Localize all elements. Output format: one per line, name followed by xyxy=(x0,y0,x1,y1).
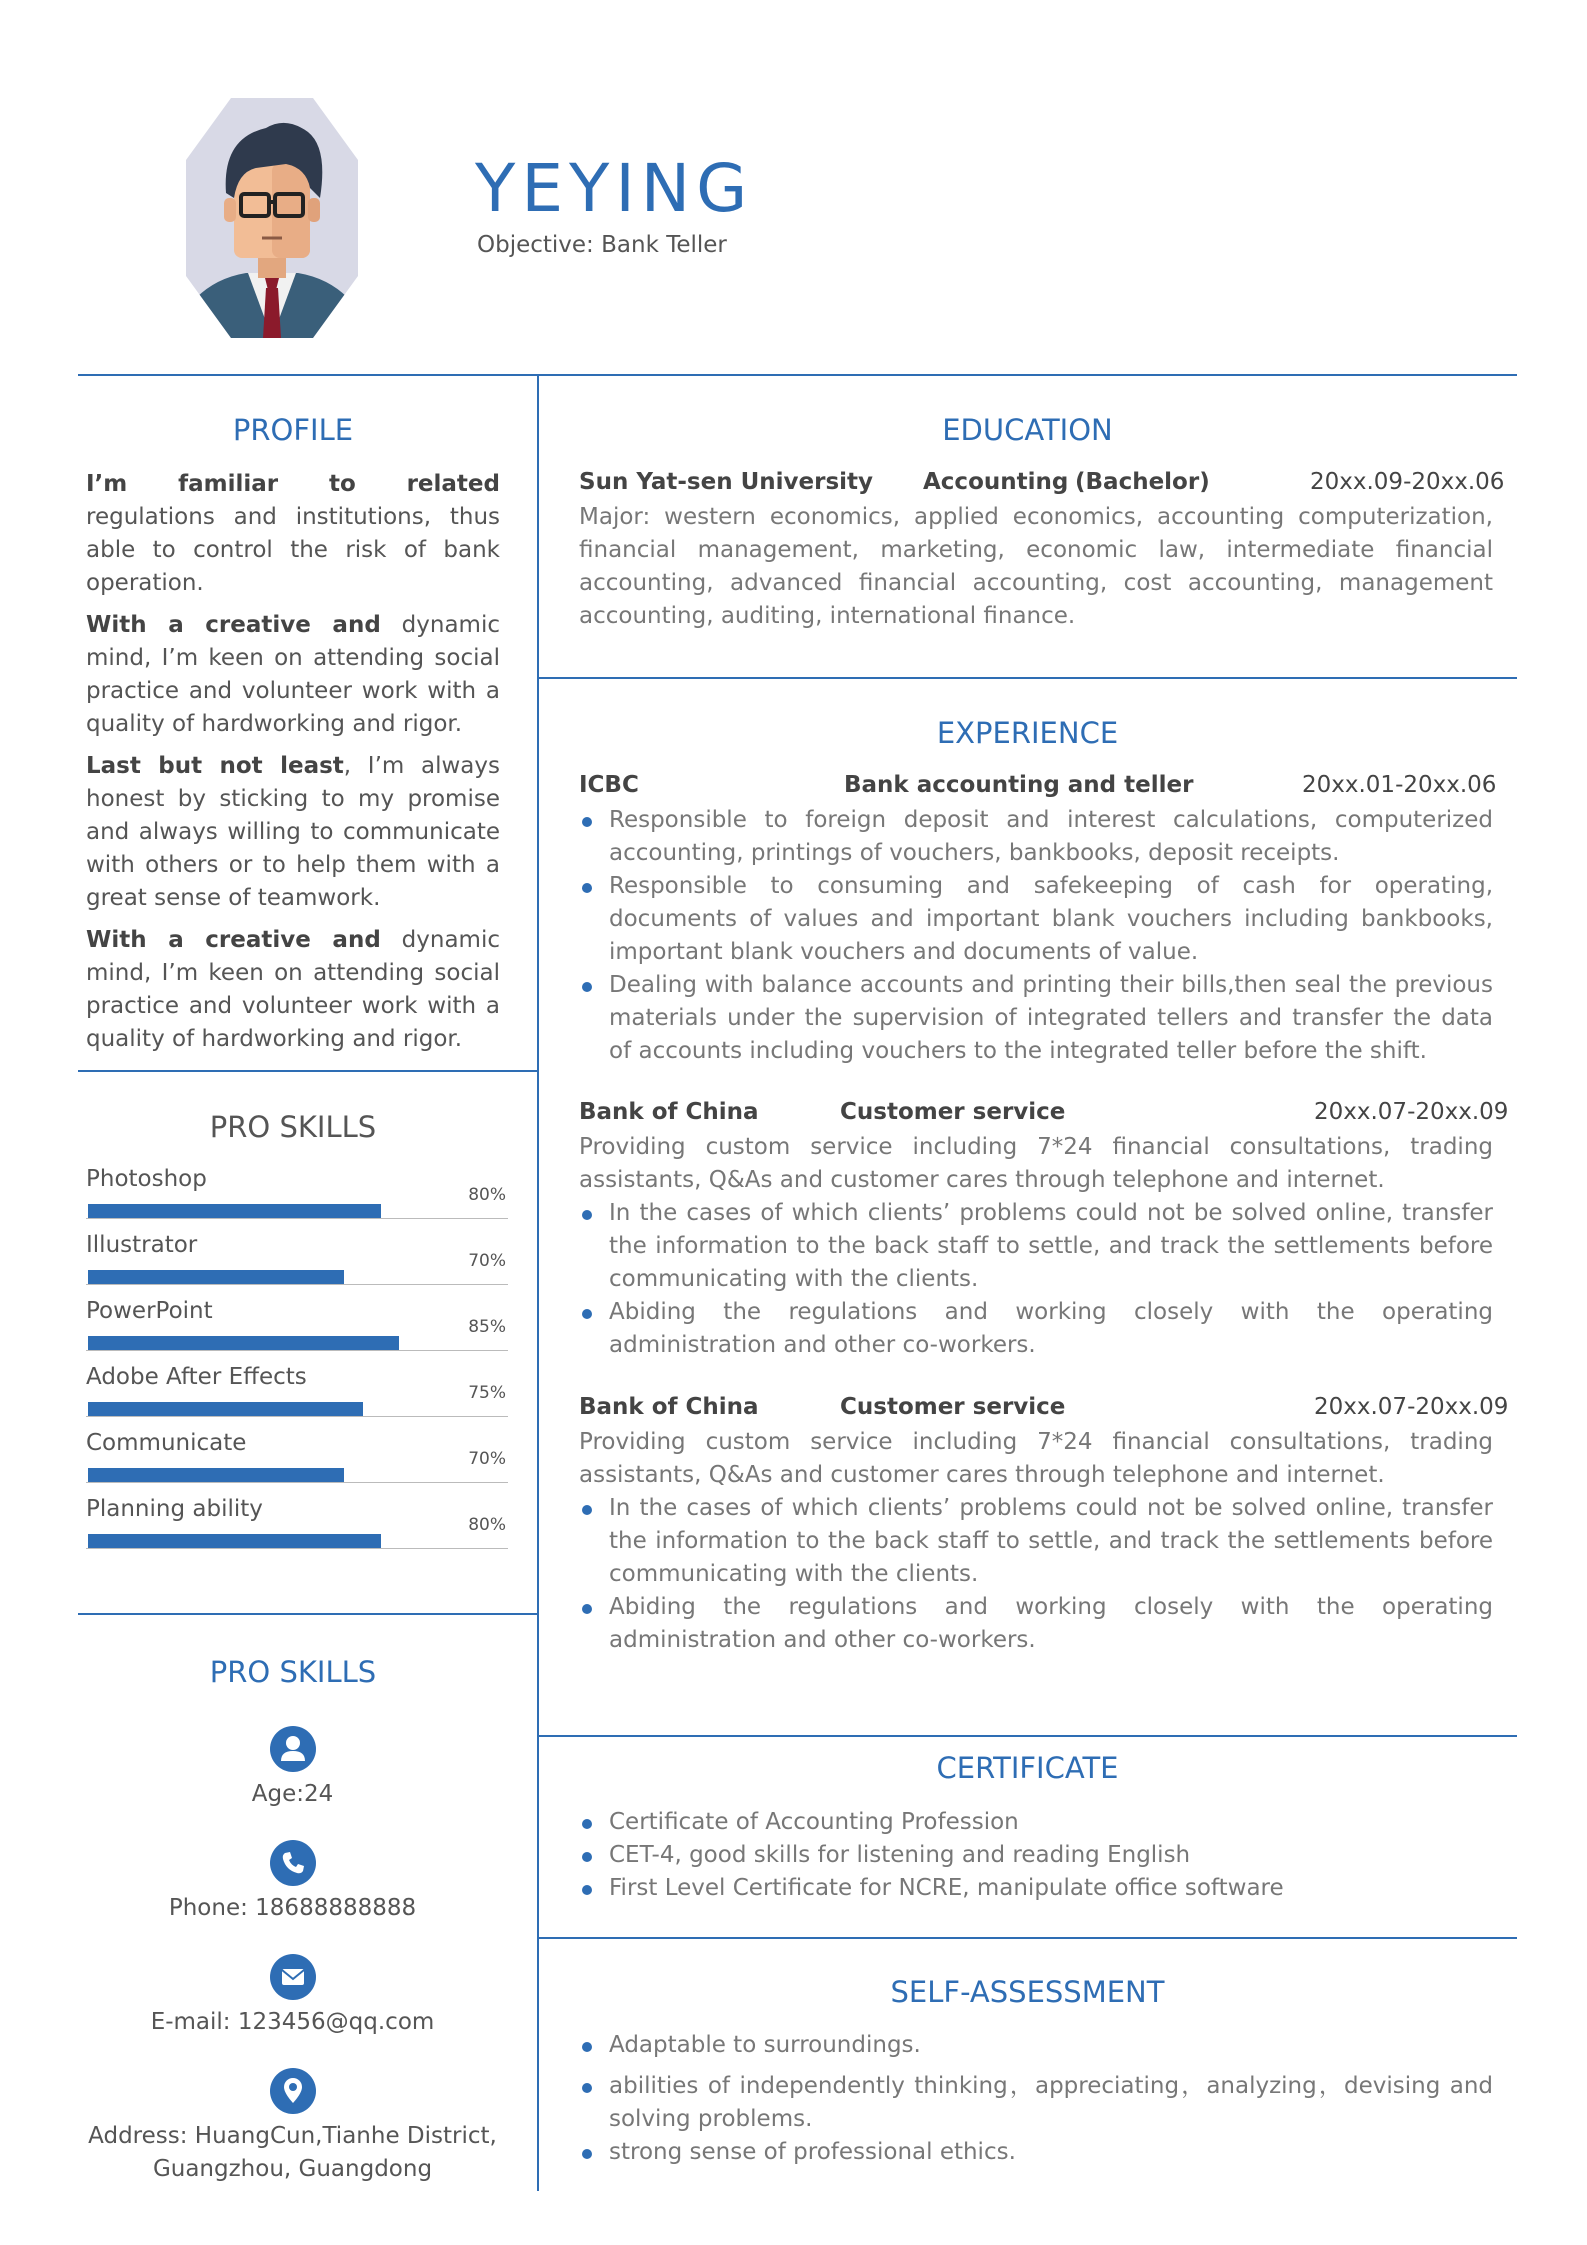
column-divider xyxy=(537,374,539,2191)
list-item: Certificate of Accounting Profession xyxy=(579,1806,1493,1839)
contact-phone xyxy=(80,1840,505,1925)
job-summary: Providing custom service including 7*24 financial consultations, trading assistants, Q&As and customer cares through telephone and internet. xyxy=(579,1429,1493,1488)
job-duties xyxy=(579,804,1493,1068)
job-duties xyxy=(579,1492,1493,1657)
skill-planning: Planning ability 80% xyxy=(86,1496,508,1530)
list-item: In the cases of which clients’ problems could not be solved online, transfer the information to the back staff to settle, and track the settlements before communicating with the clients. xyxy=(579,1492,1493,1591)
profile-paragraph: With a creative and dynamic mind, I’m keen on attending social practice and volunteer work with a quality of hardworking and rigor. xyxy=(86,927,500,1052)
job-dates: 20xx.07-20xx.09 xyxy=(1314,1099,1509,1125)
skill-bar xyxy=(88,1468,344,1482)
job-summary: Providing custom service including 7*24 financial consultations, trading assistants, Q&As and customer cares through telephone and internet. xyxy=(579,1134,1493,1193)
job-company: ICBC xyxy=(579,772,639,798)
job-role: Customer service xyxy=(840,1099,1066,1125)
experience-title: EXPERIENCE xyxy=(936,716,1119,750)
education-title: EDUCATION xyxy=(942,413,1113,447)
age-text: Age:24 xyxy=(251,1781,334,1807)
contact-email xyxy=(80,1954,505,2039)
address-line-1: Address: HuangCun,Tianhe District, xyxy=(88,2123,497,2149)
list-item: CET-4, good skills for listening and reading English xyxy=(579,1839,1493,1872)
education-dates: 20xx.09-20xx.06 xyxy=(1310,469,1505,495)
profile-divider xyxy=(78,1070,538,1072)
education-details: Major: western economics, applied economics, accounting computerization, financial management, marketing, economic law, intermediate financial accounting, advanced financial accounting, cost accounting, management accounting, auditing, international finance. xyxy=(579,504,1493,629)
list-item: Responsible to consuming and safekeeping of cash for operating, documents of values and important blank vouchers including bankbooks, important blank vouchers and documents of value. xyxy=(579,870,1493,969)
job-dates: 20xx.01-20xx.06 xyxy=(1302,772,1497,798)
person-icon xyxy=(270,1726,316,1772)
skill-communicate: Communicate 70% xyxy=(86,1430,508,1464)
list-item: Abiding the regulations and working closely with the operating administration and other co-workers. xyxy=(579,1591,1493,1657)
self-assessment-list xyxy=(579,2029,1493,2169)
education-major: Accounting xyxy=(923,469,1069,495)
list-item: Dealing with balance accounts and printing their bills,then seal the previous materials under the supervision of integrated tellers and transfer the data of accounts including vouchers to the integrated teller before the shift. xyxy=(579,969,1493,1068)
profile-paragraph: Last but not least, I’m always honest by sticking to my promise and always willing to communicate with others or to help them with a great sense of teamwork. xyxy=(86,753,500,911)
skill-bar xyxy=(88,1270,344,1284)
job-duties xyxy=(579,1197,1493,1362)
profile-paragraph: With a creative and dynamic mind, I’m keen on attending social practice and volunteer work with a quality of hardworking and rigor. xyxy=(86,612,500,737)
pro-skills-title: PRO SKILLS xyxy=(209,1110,377,1144)
certificate-divider xyxy=(538,1937,1517,1939)
education-divider xyxy=(538,677,1517,679)
skill-bar xyxy=(88,1204,381,1218)
experience-divider xyxy=(538,1735,1517,1737)
skill-after-effects: Adobe After Effects 75% xyxy=(86,1364,508,1398)
header-divider xyxy=(78,374,1517,376)
profile-title: PROFILE xyxy=(232,413,354,447)
list-item: abilities of independently thinking，appreciating，analyzing，devising and solving problems. xyxy=(579,2070,1493,2136)
skill-bar xyxy=(88,1402,363,1416)
phone-text: Phone: 18688888888 xyxy=(168,1895,417,1921)
contact-title: PRO SKILLS xyxy=(209,1655,377,1689)
job-role: Customer service xyxy=(840,1394,1066,1420)
phone-icon xyxy=(270,1840,316,1886)
skill-bar xyxy=(88,1336,399,1350)
education-degree: (Bachelor) xyxy=(1075,469,1210,495)
certificate-list xyxy=(579,1806,1493,1905)
contact-address xyxy=(80,2068,505,2186)
profile-avatar xyxy=(186,98,358,338)
certificate-title: CERTIFICATE xyxy=(936,1751,1119,1785)
list-item: First Level Certificate for NCRE, manipulate office software xyxy=(579,1872,1493,1905)
job-company: Bank of China xyxy=(579,1394,759,1420)
list-item: In the cases of which clients’ problems could not be solved online, transfer the information to the back staff to settle, and track the settlements before communicating with the clients. xyxy=(579,1197,1493,1296)
profile-text xyxy=(86,468,500,1065)
address-line-2: Guangzhou, Guangdong xyxy=(152,2156,433,2182)
skill-photoshop: Photoshop 80% xyxy=(86,1166,508,1200)
list-item: strong sense of professional ethics. xyxy=(579,2136,1493,2169)
skill-bar xyxy=(88,1534,381,1548)
job-company: Bank of China xyxy=(579,1099,759,1125)
skill-illustrator: Illustrator 70% xyxy=(86,1232,508,1266)
skill-powerpoint: PowerPoint 85% xyxy=(86,1298,508,1332)
list-item: Abiding the regulations and working closely with the operating administration and other co-workers. xyxy=(579,1296,1493,1362)
location-icon xyxy=(270,2068,316,2114)
profile-paragraph: I’m familiar to related regulations and institutions, thus able to control the risk of bank operation. xyxy=(86,471,500,596)
mail-icon xyxy=(270,1954,316,2000)
self-assessment-title: SELF-ASSESSMENT xyxy=(890,1975,1165,2009)
list-item: Adaptable to surroundings. xyxy=(579,2029,1493,2062)
list-item: Responsible to foreign deposit and interest calculations, computerized accounting, printings of vouchers, bankbooks, deposit receipts. xyxy=(579,804,1493,870)
objective: Objective: Bank Teller xyxy=(477,232,727,258)
job-dates: 20xx.07-20xx.09 xyxy=(1314,1394,1509,1420)
contact-age xyxy=(80,1726,505,1811)
email-text: E-mail: 123456@qq.com xyxy=(150,2009,435,2035)
skills-divider xyxy=(78,1613,538,1615)
education-school: Sun Yat-sen University xyxy=(579,469,874,495)
candidate-name: YEYING xyxy=(475,150,754,227)
job-role: Bank accounting and teller xyxy=(844,772,1194,798)
